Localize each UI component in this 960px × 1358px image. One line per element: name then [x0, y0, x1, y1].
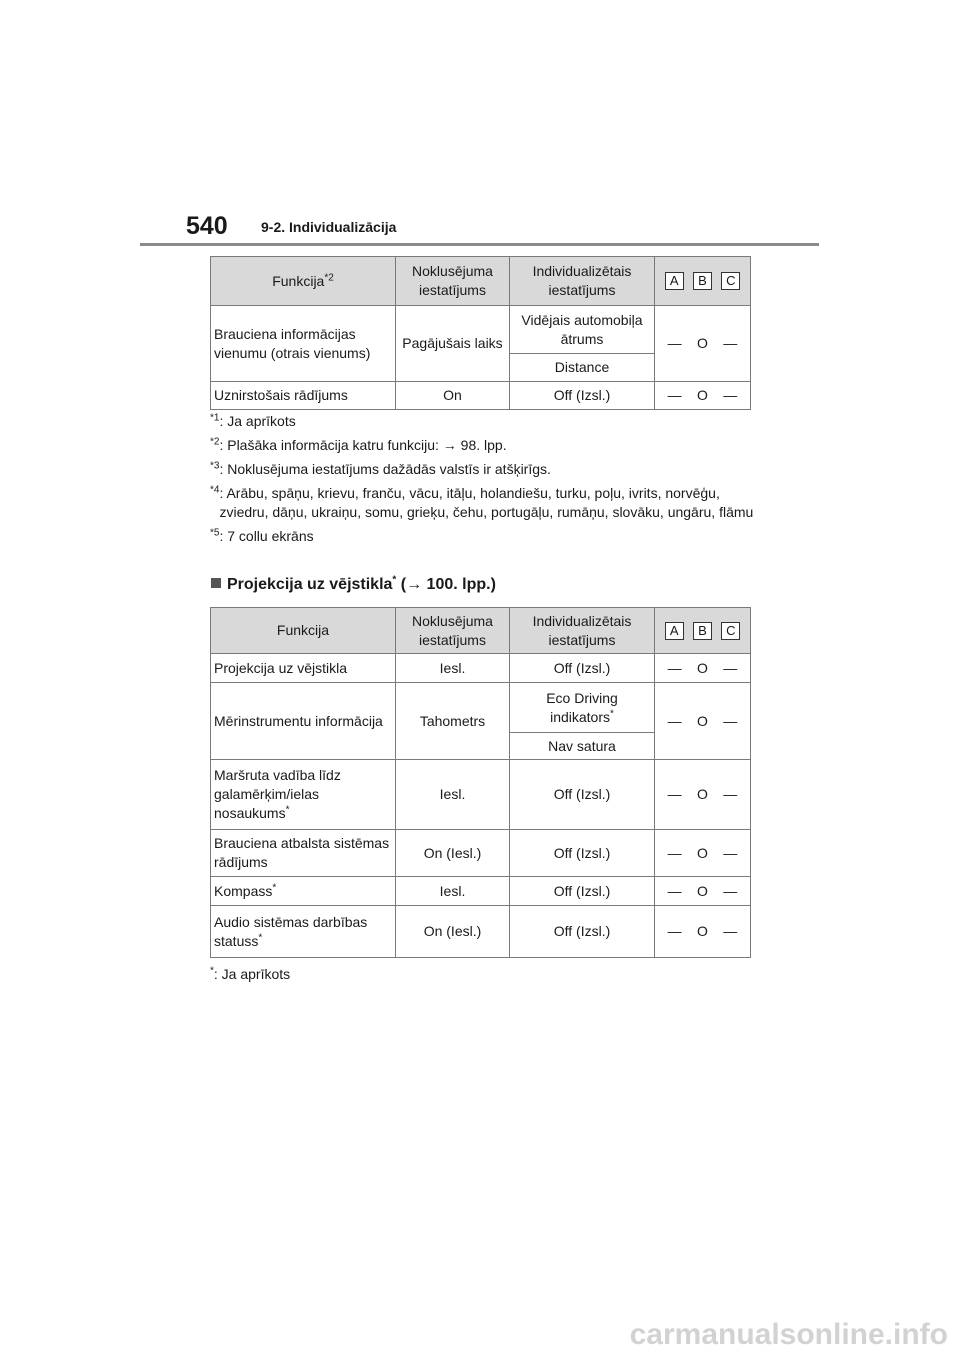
table-row [211, 654, 751, 683]
cell-custom: Off (Izsl.) [510, 382, 655, 410]
cell-abc: — O — [655, 654, 751, 683]
header-function: Funkcija [211, 608, 396, 654]
cell-default: Iesl. [396, 760, 510, 830]
cell-default: Pagājušais laiks [396, 306, 510, 382]
cell-function: Brauciena atbalsta sistēmas rādījums [211, 830, 396, 877]
box-c: C [721, 272, 740, 290]
cell-default: Iesl. [396, 654, 510, 683]
settings-table-2 [210, 607, 751, 958]
box-a: A [665, 272, 684, 290]
cell-custom: Vidējais automobiļa ātrums [510, 306, 655, 354]
header-divider [140, 243, 819, 246]
cell-abc: — O — [655, 382, 751, 410]
cell-default: On [396, 382, 510, 410]
cell-abc: — O — [655, 830, 751, 877]
cell-function: Kompass* [211, 877, 396, 906]
header-default: Noklusējuma iestatījums [396, 608, 510, 654]
table-row [211, 830, 751, 877]
cell-abc: — O — [655, 306, 751, 382]
table-row [211, 306, 751, 354]
cell-default: Tahometrs [396, 683, 510, 760]
cell-abc: — O — [655, 683, 751, 760]
footnote-item: $^{*5}$ : 7 collu ekrāns [210, 527, 314, 544]
header-abc [655, 608, 751, 654]
cell-custom: Distance [510, 354, 655, 382]
footnote-item: $^{*4}$ : Arābu, spāņu, krievu, franču, vācu, itāļu, holandiešu, turku, poļu, ivrits, norvēģu, zviedru, dāņu, ukraiņu, somu, grieķu, čehu, portugāļu, rumāņu, slovāku, ungāru, flāmu [210, 484, 754, 520]
section-heading: Projekcija uz vējstikla* (→ 100. lpp.) [211, 576, 496, 594]
cell-custom: Off (Izsl.) [510, 654, 655, 683]
square-bullet-icon [211, 578, 221, 588]
header-custom: Individualizētais iestatījums [510, 608, 655, 654]
table-row [211, 683, 751, 733]
cell-abc: — O — [655, 877, 751, 906]
cell-function: Uznirstošais rādījums [211, 382, 396, 410]
cell-abc: — O — [655, 760, 751, 830]
cell-abc: — O — [655, 906, 751, 958]
table-row [211, 906, 751, 958]
cell-custom: Off (Izsl.) [510, 760, 655, 830]
cell-function: Audio sistēmas darbības statuss* [211, 906, 396, 958]
footnote-item: $^{*1}$ : Ja aprīkots [210, 412, 296, 429]
cell-custom: Off (Izsl.) [510, 877, 655, 906]
footnote-item: $^{*2}$ : Plašāka informācija katru funkciju: → 98. lpp. [210, 436, 507, 453]
table-row [211, 877, 751, 906]
box-b: B [693, 272, 712, 290]
header-custom: Individualizētais iestatījums [510, 257, 655, 306]
cell-custom: Off (Izsl.) [510, 830, 655, 877]
table-row [211, 382, 751, 410]
table-header-row [211, 257, 751, 306]
box-c: C [721, 622, 740, 640]
header-abc [655, 257, 751, 306]
cell-default: Iesl. [396, 877, 510, 906]
page-number: 540 [186, 212, 228, 240]
table-header-row [211, 608, 751, 654]
footnotes [210, 412, 770, 551]
header-default: Noklusējuma iestatījums [396, 257, 510, 306]
cell-default: On (Iesl.) [396, 906, 510, 958]
cell-function: Mērinstrumentu informācija [211, 683, 396, 760]
watermark: carmanualsonline.info [629, 1318, 948, 1351]
box-b: B [693, 622, 712, 640]
table-footnote: *: Ja aprīkots [210, 965, 291, 982]
cell-default: On (Iesl.) [396, 830, 510, 877]
header-function: Funkcija$^{*2}$ [211, 257, 396, 306]
cell-custom: Eco Driving indikators* [510, 683, 655, 733]
box-a: A [665, 622, 684, 640]
cell-function: Brauciena informācijas vienumu (otrais vienums) [211, 306, 396, 382]
cell-custom: Nav satura [510, 733, 655, 760]
cell-function: Maršruta vadība līdz galamērķim/ielas nosaukums* [211, 760, 396, 830]
settings-table-1 [210, 256, 751, 410]
cell-function: Projekcija uz vējstikla [211, 654, 396, 683]
chapter-title: 9-2. Individualizācija [261, 219, 397, 235]
cell-custom: Off (Izsl.) [510, 906, 655, 958]
footnote-item: $^{*3}$ : Noklusējuma iestatījums dažādās valstīs ir atšķirīgs. [210, 460, 551, 477]
table-row [211, 760, 751, 830]
